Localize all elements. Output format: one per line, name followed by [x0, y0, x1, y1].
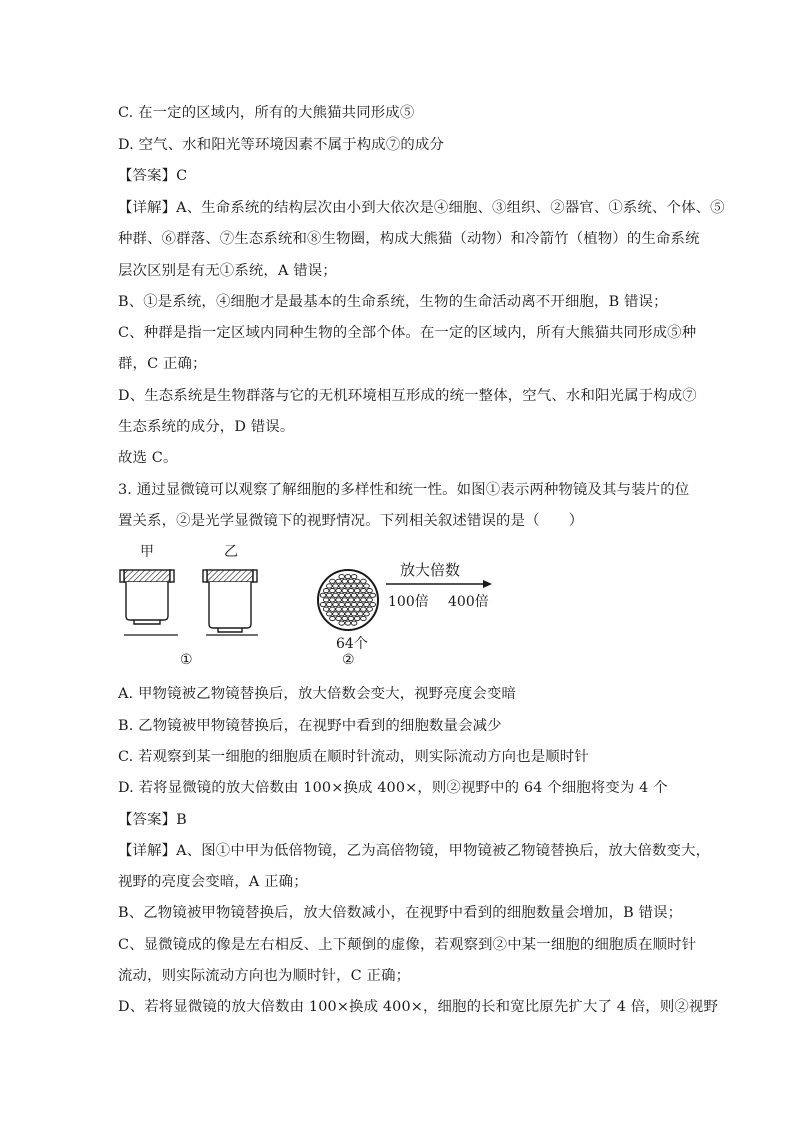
- explanation-q2-line6: 群，C 正确；: [118, 356, 207, 372]
- explanation-q3-line3: B、乙物镜被甲物镜替换后，放大倍数减小，在视野中看到的细胞数量会增加，B 错误；: [118, 905, 683, 921]
- explanation-q3-line1: 【详解】A、图①中甲为低倍物镜，乙为高倍物镜，甲物镜被乙物镜替换后，放大倍数变大，: [118, 843, 711, 859]
- explanation-q2-line3: 层次区别是有无①系统，A 错误；: [118, 263, 337, 279]
- label-fig1: ①: [180, 652, 193, 668]
- label-jia: 甲: [140, 544, 154, 560]
- explanation-q2-line8: 生态系统的成分，D 错误。: [118, 419, 295, 435]
- magnification-arrow: [386, 580, 492, 588]
- question-3-line1: 3. 通过显微镜可以观察了解细胞的多样性和统一性。如图①表示两种物镜及其与装片的位: [118, 482, 690, 498]
- mag-high-label: 400倍: [448, 594, 489, 610]
- objective-yi: [203, 570, 257, 632]
- cell-count-label: 64个: [336, 636, 368, 652]
- option-d-q2: D. 空气、水和阳光等环境因素不属于构成⑦的成分: [118, 137, 444, 153]
- option-c-q3: C. 若观察到某一细胞的细胞质在顺时针流动，则实际流动方向也是顺时针: [118, 749, 589, 765]
- mag-low-label: 100倍: [388, 594, 429, 610]
- answer-q3: 【答案】B: [118, 812, 187, 828]
- explanation-q2-line5: C、种群是指一定区域内同种生物的全部个体。在一定的区域内，所有大熊猫共同形成⑤种: [118, 325, 697, 341]
- explanation-q3-line2: 视野的亮度会变暗，A 正确；: [118, 874, 308, 890]
- explanation-q3-line5: 流动，则实际流动方向也为顺时针，C 正确；: [118, 968, 411, 984]
- microscope-figure: [118, 540, 518, 670]
- label-yi: 乙: [224, 544, 238, 560]
- magnification-title: 放大倍数: [400, 561, 461, 579]
- explanation-q3-line4: C、显微镜成的像是左右相反、上下颠倒的虚像，若观察到②中某一细胞的细胞质在顺时针: [118, 937, 697, 953]
- label-fig2: ②: [342, 652, 355, 668]
- answer-q2: 【答案】C: [118, 168, 188, 184]
- field-of-view: [318, 570, 378, 630]
- option-c-q2: C. 在一定的区域内，所有的大熊猫共同形成⑤: [118, 105, 415, 121]
- explanation-q2-line2: 种群、⑥群落、⑦生态系统和⑧生物圈，构成大熊猫（动物）和冷箭竹（植物）的生命系统: [118, 231, 700, 247]
- explanation-q2-line4: B、①是系统，④细胞才是最基本的生命系统，生物的生命活动离不开细胞，B 错误；: [118, 294, 668, 310]
- question-3-line2: 置关系，②是光学显微镜下的视野情况。下列相关叙述错误的是（ ）: [118, 513, 584, 529]
- explanation-q3-line6: D、若将显微镜的放大倍数由 100×换成 400×，细胞的长和宽比原先扩大了 4 倍，则②视野: [118, 999, 718, 1015]
- objective-jia: [120, 570, 174, 624]
- explanation-q2-line1: 【详解】A、生命系统的结构层次由小到大依次是④细胞、③组织、②器官、①系统、个体、⑤: [118, 200, 725, 216]
- option-a-q3: A. 甲物镜被乙物镜替换后，放大倍数会变大，视野亮度会变暗: [118, 686, 517, 702]
- explanation-q2-line7: D、生态系统是生物群落与它的无机环境相互形成的统一整体，空气、水和阳光属于构成⑦: [118, 388, 697, 404]
- option-b-q3: B. 乙物镜被甲物镜替换后，在视野中看到的细胞数量会减少: [118, 718, 502, 734]
- option-d-q3: D. 若将显微镜的放大倍数由 100×换成 400×，则②视野中的 64 个细胞将变为 4 个: [118, 780, 668, 796]
- conclusion-q2: 故选 C。: [118, 450, 178, 466]
